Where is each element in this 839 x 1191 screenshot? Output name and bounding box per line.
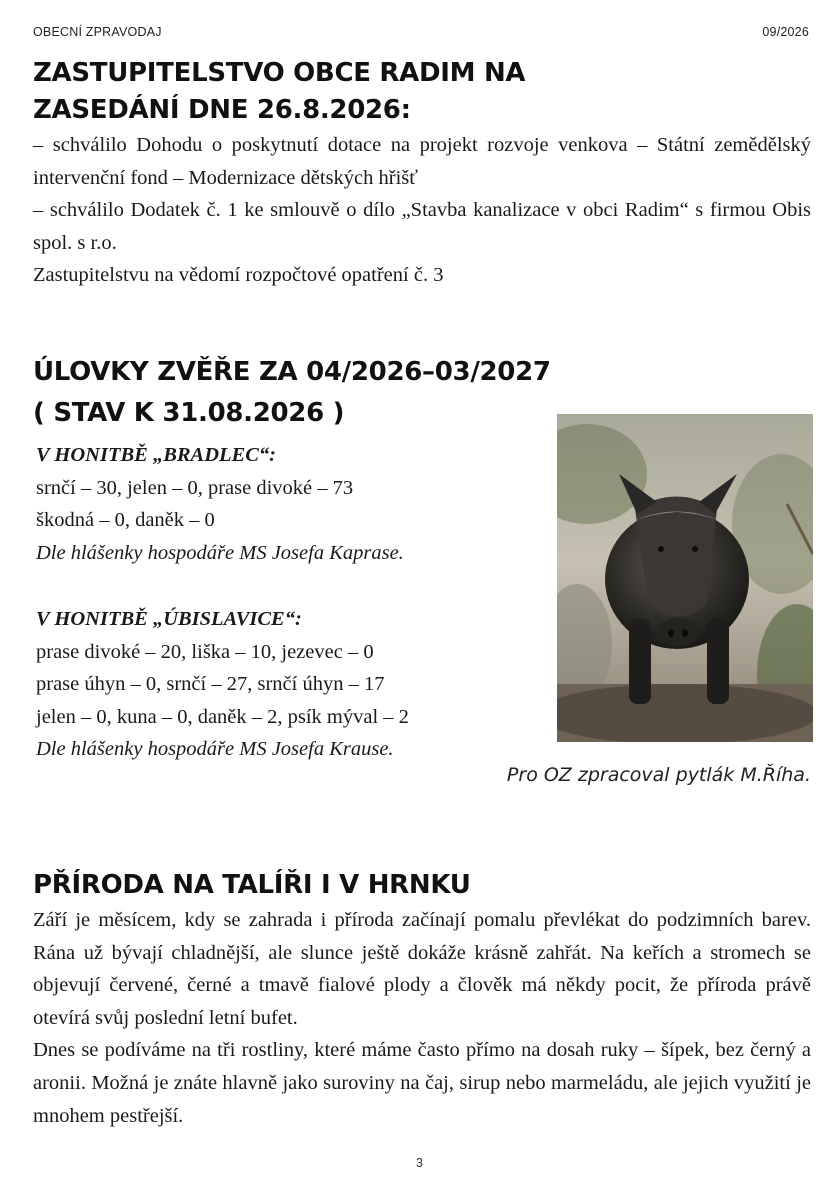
hunting-block-ubislavice <box>36 603 409 766</box>
resolution-item: – schválilo Dohodu o poskytnutí dotace na projekt rozvoje venkova – Státní zemědělský intervenční fond – Modernizace dětských hřišť <box>33 134 811 189</box>
section-title-hunting-line1: ÚLOVKY ZVĚŘE ZA 04/2026–03/2027 <box>33 357 551 387</box>
newsletter-name: OBECNÍ ZPRAVODAJ <box>33 25 162 39</box>
section-title-hunting-line2: ( STAV K 31.08.2026 ) <box>33 398 345 428</box>
author-credit: Pro OZ zpracoval pytlák M.Říha. <box>506 764 811 786</box>
page-number: 3 <box>416 1156 423 1170</box>
issue-number: 09/2026 <box>762 25 809 39</box>
hunting-ground-heading: V HONITBĚ „BRADLEC“: <box>36 444 276 466</box>
catch-line: prase úhyn – 0, srnčí – 27, srnčí úhyn – 17 <box>36 673 385 696</box>
hunting-block-bradlec <box>36 439 404 569</box>
resolution-item: – schválilo Dodatek č. 1 ke smlouvě o dílo „Stavba kanalizace v obci Radim“ s firmou Obis spol. s r.o. <box>33 199 811 254</box>
catch-line: škodná – 0, daněk – 0 <box>36 509 215 532</box>
section-title-council-line2: ZASEDÁNÍ DNE 26.8.2026: <box>33 95 411 125</box>
catch-line: srnčí – 30, jelen – 0, prase divoké – 73 <box>36 476 354 499</box>
section-title-nature: PŘÍRODA NA TALÍŘI I V HRNKU <box>33 870 471 900</box>
report-note: Dle hlášenky hospodáře MS Josefa Krause. <box>36 738 394 761</box>
catch-line: jelen – 0, kuna – 0, daněk – 2, psík mýval – 2 <box>36 705 409 728</box>
council-resolutions <box>33 129 811 292</box>
section-title-council-line1: ZASTUPITELSTVO OBCE RADIM NA <box>33 58 526 88</box>
nature-article <box>33 904 811 1132</box>
article-paragraph: Září je měsícem, kdy se zahrada i příroda začínají pomalu převlékat do podzimních barev. Rána už bývají chladnější, ale slunce ještě dokáže krásně zahřát. Na keřích a stromech se objevují červené, černé a tmavě fialové plody a člověk má někdy pocit, že příroda právě otevírá svůj poslední letní bufet. <box>33 909 811 1029</box>
article-paragraph: Dnes se podíváme na tři rostliny, které máme často přímo na dosah ruky – šípek, bez černý a aronii. Možná je znáte hlavně jako suroviny na čaj, sirup nebo marmeládu, ale jejich využití je mnohem pestřejší. <box>33 1039 811 1127</box>
resolution-item: Zastupitelstvu na vědomí rozpočtové opatření č. 3 <box>33 264 444 287</box>
hunting-ground-heading: V HONITBĚ „ÚBISLAVICE“: <box>36 608 302 630</box>
catch-line: prase divoké – 20, liška – 10, jezevec – 0 <box>36 640 374 663</box>
wild-boar-photo <box>557 414 813 742</box>
report-note: Dle hlášenky hospodáře MS Josefa Kaprase. <box>36 541 404 564</box>
